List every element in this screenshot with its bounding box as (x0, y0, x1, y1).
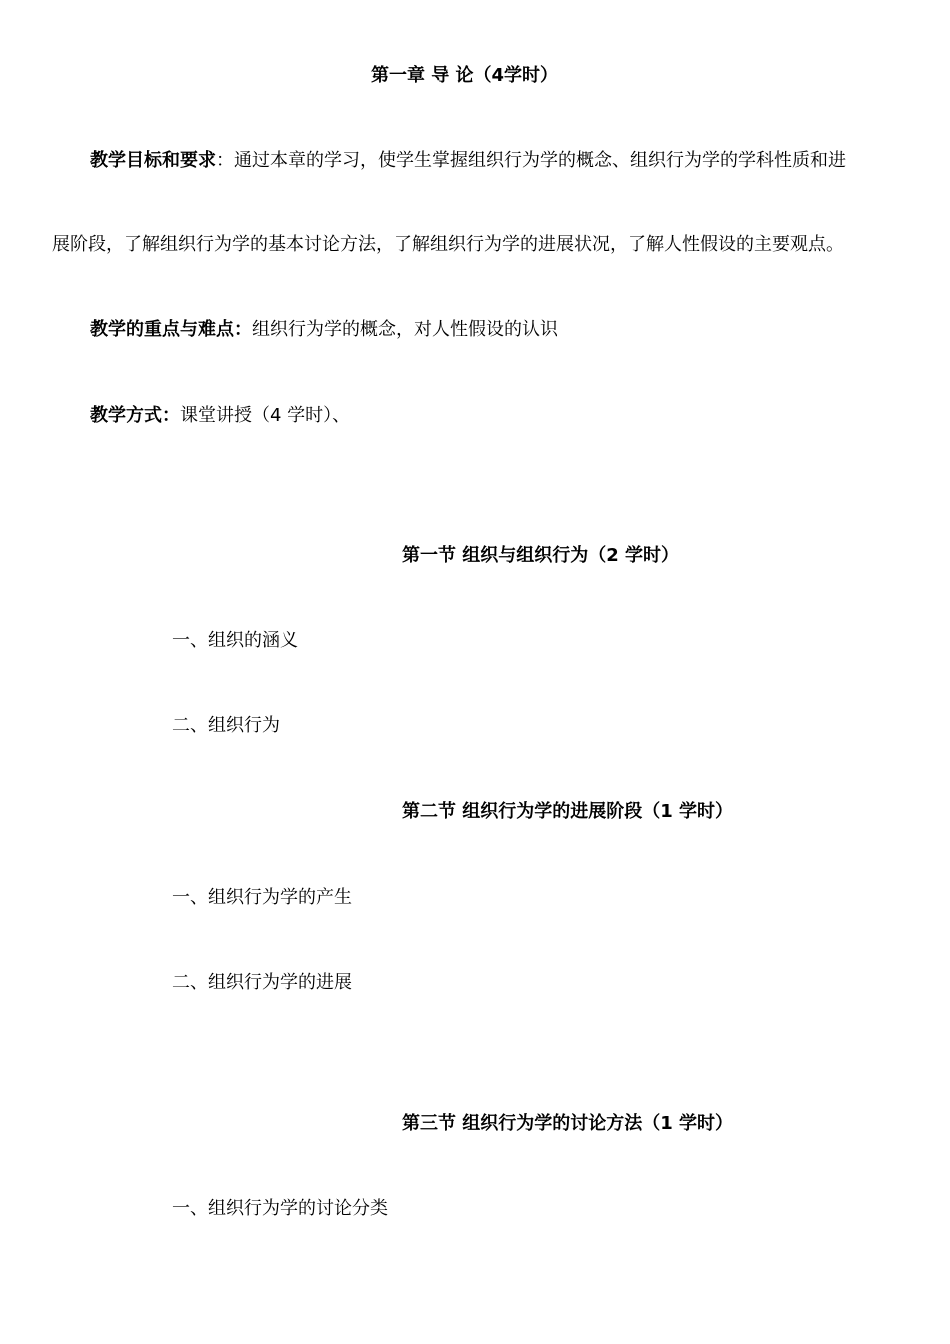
section-heading: 第三节 组织行为学的讨论方法（1 学时） (402, 1113, 734, 1134)
teaching-method-label: 教学方式： (90, 405, 180, 426)
teaching-method-paragraph (90, 404, 350, 428)
list-item: 二、组织行为 (172, 715, 280, 736)
list-item: 一、组织行为学的讨论分类 (172, 1198, 388, 1219)
section-heading: 第一节 组织与组织行为（2 学时） (402, 545, 680, 566)
list-item: 一、组织的涵义 (172, 630, 298, 651)
section-heading: 第二节 组织行为学的进展阶段（1 学时） (402, 801, 734, 822)
key-points-text: 组织行为学的概念，对人性假设的认识 (252, 319, 558, 340)
list-item: 一、组织行为学的产生 (172, 887, 352, 908)
teaching-method-text: 课堂讲授（4 学时）、 (180, 405, 351, 426)
objectives-separator: ： (216, 150, 234, 171)
key-points-paragraph (90, 318, 558, 342)
objectives-label: 教学目标和要求 (90, 150, 216, 171)
objectives-text-line1: 通过本章的学习，使学生掌握组织行为学的概念、组织行为学的学科性质和进 (234, 150, 846, 171)
chapter-title: 第一章 导 论（4学时） (371, 65, 559, 86)
key-points-label: 教学的重点与难点： (90, 319, 252, 340)
list-item: 二、组织行为学的进展 (172, 972, 352, 993)
objectives-text-line2: 展阶段，了解组织行为学的基本讨论方法，了解组织行为学的进展状况，了解人性假设的主要观点。 (52, 234, 844, 255)
objectives-paragraph-line1 (90, 149, 846, 173)
